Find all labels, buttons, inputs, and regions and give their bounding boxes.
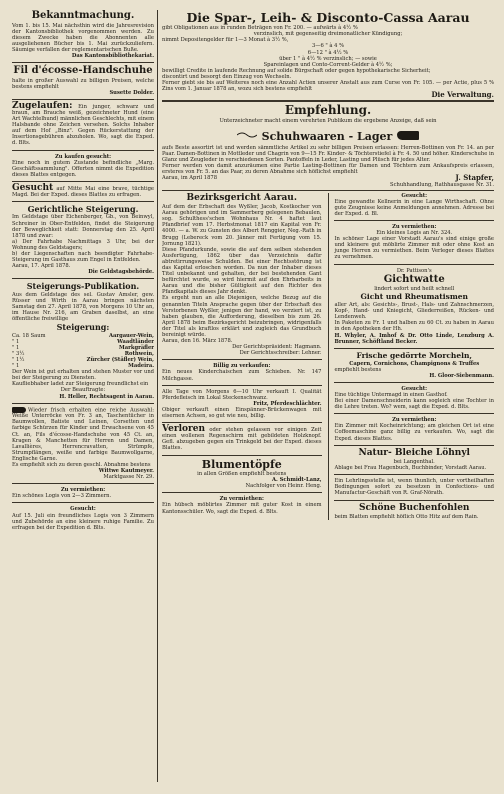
steigerung-item-name: Madeira. bbox=[128, 363, 154, 370]
left-column bbox=[12, 10, 154, 782]
verloren-text: oder stehen gelassen vor einigen Zeit einen wollenen Regenschirm mit gebildeten Holzknopf. Gefl. abzugeben gegen ein Trinkgeld bei der Exped. dieses Blattes. bbox=[162, 427, 322, 452]
gesucht-title: Gesucht: bbox=[401, 192, 428, 199]
steigerung-item-qty: " 1 bbox=[12, 363, 20, 370]
vieh2-text: Obiger verkauft einen Einspänner-Brückenwagen mit eisernen Achsen, so gut wie neu, billig. bbox=[162, 406, 322, 420]
kaufen-title: Zu kaufen gesucht: bbox=[54, 153, 112, 160]
bez-date: Aarau, den 16. März 1878. bbox=[162, 338, 233, 345]
gesucht-text: Eine gewandte Kellnerin in eine Lange Wirthschaft. Ohne gute Zeugnisse keine Anmeldungen annehmen. Adresse bei der Exped. d. Bl. bbox=[334, 198, 494, 217]
morcheln-text2: empfiehlt bestens bbox=[334, 366, 382, 373]
steigerung-foot2: Kaufliebhaber ladet zur Steigerung freundlichst ein bbox=[12, 381, 149, 388]
bank-l4: Spareinlagen und Conto-Corrent-Gelder à 4½ %; bbox=[263, 61, 393, 68]
column-divider bbox=[157, 10, 158, 782]
blumen-title: Blumentöpfe bbox=[201, 457, 282, 471]
buchen-title: Schöne Buchenfohlen bbox=[358, 502, 470, 513]
waren-sign: Wittwe Kautmeyer. bbox=[98, 468, 154, 475]
empfehlung-title: Empfehlung. bbox=[284, 103, 372, 118]
blumen-sign: A. Schmidt-Lanz, bbox=[272, 477, 322, 484]
fil-sign: Susette Dolder. bbox=[109, 89, 154, 96]
gicht-title: Gichtwatte bbox=[383, 273, 445, 285]
steigerung-item-qty: " 3½ bbox=[12, 350, 25, 357]
ges3-text2: Bei einer Damenschneiderin kann sogleich eine Tochter in die Lehre treten. Wo? wem, sagt die Exped. d. Blts. bbox=[334, 398, 494, 411]
schuh-text: aufs Beste assortirt ist und werden sämmtliche Artikel zu sehr billigen Preisen erlassen: Herren-Bottinen von Fr. 14. an per Paar. Damen-Bottinen in Mottleder und Chagrin von 9—15 Fr. Kinder- & Töchterstiefel à Fr. 4. 50 und höher. Kinderschuhe in Glanz und Zeugleder in verschiedenen Sorten. Pantoffeln in Leder, Lasting und Plüsch für jedes Alter. bbox=[162, 144, 494, 164]
steigerung-text: Aus dem Geldstage des sel. Gustav Amsler, gew. Rüsser und Wirth in Aarau bringen nächsten Samstag den 27. April 1878, von Morgens 10 Uhr an, im Hause Nr. 216, am Graben daselbst, an eine öffentliche freiwillige bbox=[12, 291, 154, 323]
bank-rates bbox=[162, 43, 494, 61]
bank-title: Die Spar-, Leih- & Disconto-Cassa Aarau bbox=[186, 10, 470, 25]
gericht-sign: Die Geldstagsbehörde. bbox=[88, 269, 154, 276]
steigerung-foot: Der Wein ist gut erhalten und stehen Muster vor und bei der Steigerung zu Diensten. bbox=[12, 369, 154, 382]
shoe-icon bbox=[397, 131, 419, 140]
steigerung-sign: H. Heller, Rechtsagent in Aarau. bbox=[59, 393, 154, 400]
right-sub-right bbox=[334, 193, 494, 521]
gericht-title: Gerichtliche Steigerung. bbox=[27, 204, 139, 215]
verm3-text: Ein kleines Logis an Nr. 324. bbox=[376, 230, 453, 237]
billig-text: Ein neues Kinderchaischen zum Schieben. Nr. 147 Milchgasse. bbox=[162, 369, 322, 382]
gericht-text: Im Geldstage über Eichenberger, Gb., von Beinwyl, Schreiner in Ober-Entfelden, findet die Steigerung der Beweglichkeit statt: Donnerstag den 25. April 1878 und zwar: bbox=[12, 214, 154, 239]
ornament-bow-icon bbox=[237, 131, 257, 139]
bank-l1: gibt Obligationen aus in runden Beträgen von Fr. 200. — aufwärts à 4½ % bbox=[162, 25, 358, 32]
empfehlung-text: Unterzeichneter macht einem verehrten Publikum die ergebene Anzeige, daß sein bbox=[219, 117, 437, 124]
ges2-text: Auf 15. Juli ein freundliches Logis von 3 Zimmern und Zubehörde an eine kleinere ruhige Familie. Zu erfragen bei der Expedition d. Blts. bbox=[12, 512, 154, 531]
gicht-text: lindert sofort und heilt schnell bbox=[374, 286, 455, 293]
bez-title: Bezirksgericht Aarau. bbox=[186, 192, 297, 203]
fil-title: Fil d'écosse-Handschuhe bbox=[13, 65, 153, 77]
kaufen-text: Eine noch in gutem Zustande befindliche „Marg. Geschäftssammlung". Offerten nimmt die Expedition dieses Blattes entgegen. bbox=[12, 159, 154, 178]
schuh-title: Schuhwaaren - Lager bbox=[261, 129, 393, 143]
gericht-a: a) Der Fahrhabe Nachmittags 3 Uhr, bei der Wohnung des Geldstagers; bbox=[12, 238, 154, 251]
bank-l2: verzinslich, mit gegenseitig dreimonatlicher Kündigung; bbox=[253, 31, 403, 38]
verm1-title: Zu vermiethen: bbox=[60, 487, 106, 494]
steigerung-head: Steigerung: bbox=[56, 322, 110, 333]
bez-text: Auf dem der Erbschaft des Wyßler, Jacob, Kostkocher von Aarau gehörigen und im Sammerberg gelegenen Bebaulen, sog. Schulthess'schen Wohnhaus Nr. 4 haftet laut Pfandbrief vom 17. Herbstmonat 1817 ein Kapital von Fr. 4000. — a. W. zu Gunsten des Albert Renggier, Neg.-Rath in Brugg (Lebereck vom 20. Jänner mit Fertigung vom 15. Jornung 1821). bbox=[162, 204, 322, 247]
schuh-date: Aarau, im April 1878 bbox=[162, 175, 217, 182]
bekanntmachung-title: Bekanntmachung. bbox=[31, 10, 135, 21]
buchen-text: beim Blatten empfiehlt höflich Otto Hitz auf dem Rain. bbox=[334, 514, 479, 520]
bank-l3: nimmt Depositengelder für 1—3 Monat à 3½ %, bbox=[162, 37, 289, 44]
ges3-text: Eine tüchtige Untermagd in einen Gasthof. bbox=[334, 392, 448, 398]
gericht-date: Aarau, 17. April 1878. bbox=[12, 263, 71, 270]
verm2-text: Ein hübsch möblirtes Zimmer mit guter Kost in einem Kantonsschüler. Wo, sagt die Exped. d. Blts. bbox=[162, 502, 322, 515]
morcheln-title: Frische gedörrte Morcheln, bbox=[356, 350, 473, 360]
natur-text: bei Langenthal. bbox=[393, 459, 435, 466]
morcheln-text: Capern, Cornichons, Champignons & Truffes bbox=[349, 360, 480, 367]
bank-l7: Ferner giebt sie bis auf Weiteres noch eine Anzahl Actien unserer Anstalt aus zum Curse von Fr. 105. — per Actie, plus 5 % Zins vom 1. Januar 1878 an, wozu sich bestens empfiehlt bbox=[162, 79, 494, 93]
gicht-h2: Gicht und Rheumatismen bbox=[360, 292, 468, 302]
magd-text: auf Mitte Mai eine brave, tüchtige Magd. Bei der Exped. dieses Blattes zu erfragen. bbox=[12, 185, 154, 198]
pattison-title: Dr. Pattison's bbox=[396, 267, 432, 274]
natur-text2: Ablage bei Frau Hagenbuch, Buchbinder, Vorstadt Aarau. bbox=[334, 465, 487, 472]
vieh-sign: Fritz, Pferdeschlächter. bbox=[253, 400, 322, 407]
steigerung-item-qty: Ca. 18 Saum bbox=[12, 332, 46, 339]
natur-title: Natur- Bleiche Löhnyl bbox=[358, 447, 470, 458]
bank-sign: Die Verwaltung. bbox=[431, 90, 494, 100]
steigerung-item-name: Zürcher (Stäfler) Wein, bbox=[86, 357, 154, 364]
gicht-sign: H. Whyler, A. Imhof & Dr. Otto Linde, Lenzburg A. Brunner, Schöftland Becker. bbox=[334, 332, 494, 345]
bekanntmachung-text: Vom 1. bis 15. Mai nächsthin wird die Jahresrevision der Kantonsbibliothek vorgenommen werden. Zu diesem Zwecke haben die Abonnenten alle ausgeliehenen Bücher bis 1. Mai zurückzuliefern. Säumige verfallen der reglementarischen Buße. bbox=[12, 22, 154, 53]
bank-l6: discontirt und besorgt den Einzug von Wechseln. bbox=[162, 73, 292, 80]
waren-text: Wieder frisch erhalten eine reiche Auswahl: Weiße Unterröcke von Fr. 3 an, Taschentücher in Baumwollen, Batiste und Leinen, Corsetten und farbige Schürzen für Kinder und Erwachsene von 45 Ct. an, Fils d'écosse-Handschuhe von 45 Ct. an, Kragen & Manchetten für Herren und Damen, Lavallières, Herrencravatten, Strümpfe, Strumpflängen, weiße und farbige Baumwollgarne, Englische Garne. bbox=[12, 407, 154, 462]
steigerung-item-qty: " 1½ bbox=[12, 357, 25, 364]
schuh-addr: Schuhhandlung, Rathhausgasse Nr. 31. bbox=[390, 181, 494, 188]
waren-addr: Marktgasse Nr. 29. bbox=[103, 474, 154, 481]
steigerung-item-name: Aargauer-Wein, bbox=[108, 332, 154, 339]
waren-foot: Es empfiehlt sich zu deren geschl. Abnahme bestens bbox=[12, 462, 151, 469]
lehr-text: Ein Lehrlingsstelle ist, wenn thunlich, unter vortheilhaften Bedingungen sofort zu besetzen in Confections- und Manufactur-Geschäft von R. Graf-Nörath. bbox=[334, 478, 494, 497]
bez-sign1: Der Gerichtspräsident: Hagmann. bbox=[232, 344, 322, 351]
steigerung-items bbox=[12, 333, 154, 370]
schuh-text2: Ferner werden von damit anzuräumen eine Partie Lasting-Bottinen für Damen und Töchtern zum Ankaufspreis erlassen, ersteres von Fr. 5. an das Paar, zu deren Abnahme sich höflichst empfiehlt bbox=[162, 163, 494, 176]
verm2-title: Zu vermiethen: bbox=[219, 496, 264, 503]
steigerung-item-name: Waadtländer bbox=[117, 338, 154, 345]
bez-sign2: Der Gerichtsschreiber: Lehner. bbox=[239, 350, 322, 357]
zugelaufen-text: Ein junger, schwarz und braun, am Brauche weiß, gezeichneter Hund (eine Art Wachtelhund) männlichen Geschlechts, mit einem Halsbande ohne Zeichen versehen. Solchs Inhaber auf dem Hof „Binz". Gegen Rückerstattung der Insertionsgebühren abzuholen. Wo, sagt die Exped. d. Blts. bbox=[12, 103, 154, 147]
gericht-b: b) der Liegenschaften nach beendigter Fahrhabe-Steigerung im Gasthaus zum Engel in Entfelden. bbox=[12, 251, 154, 264]
kunst-text: In schöner Lage einer Vorstadt Aarau's sind einige große und kleinere gut möblirte Zimmer mit oder ohne Kost an junge Herren zu vermiethen. Beim Verleger dieses Blattes zu vernehmen. bbox=[334, 236, 494, 261]
fil-text: halte in großer Auswahl zu billigen Preisen, welche bestens empfiehlt bbox=[12, 77, 154, 90]
verloren-title: Verloren bbox=[162, 424, 206, 435]
steigerung-item-name: Rothwein, bbox=[124, 350, 154, 357]
billig-title: Billig zu verkaufen: bbox=[213, 363, 271, 370]
steigerung-auftrag: Der Beauftragte: bbox=[60, 387, 106, 394]
bank-l5: bewilligt Credite in laufende Rechnung auf solide Bürgschaft oder gegen hypothekarische Sicherheit; bbox=[162, 67, 431, 74]
right-sub-left bbox=[162, 193, 322, 521]
gicht-text3: In Paketen zu Fr. 1 und halben zu 60 Ct. zu haben in Aarau in den Apotheken der Hh. bbox=[334, 320, 494, 333]
bank-rate-line: 3—6 " à 4 % bbox=[311, 43, 345, 50]
verm4-title: Zu vermiethen: bbox=[392, 417, 437, 424]
blumen-addr: Nachfolger von Heinr. Heng. bbox=[245, 483, 322, 490]
ges3-title: Gesucht: bbox=[401, 385, 428, 392]
bekanntmachung-sign: Das Kantonsbibliothekariat. bbox=[71, 52, 154, 59]
steigerung-title: Steigerungs-Publikation. bbox=[26, 281, 140, 292]
bank-rate-line: über 1 " à 4½ % verzinslich; — sowie bbox=[279, 55, 377, 62]
bank-rate-line: 6—12 " à 4½ % bbox=[307, 49, 349, 56]
zugelaufen-title: Zugelaufen: bbox=[12, 100, 73, 111]
steigerung-item-qty: " 1 bbox=[12, 344, 20, 351]
bez-text3: Es ergeht nun an alle Diejenigen, welche Bezug auf die genannten Titeln Ansprache gegen über der Erbschaft des Verstorbenen Wyßler, jenigen der hand, wo verziert ist, zu haben glauben, die Aufforderung, dieselben bis zum 26. April 1878 beim Bezirksgericht beizubringen, widrigenfalls der Titel als kraftlos erklärt und zugleich das Grundbuch bereinigt würde. bbox=[162, 295, 322, 338]
steigerung-item-qty: " 1 bbox=[12, 338, 20, 345]
verm4-text: Ein Zimmer mit Kocheinrichtung; am gleichen Ort ist eine Coffeemaschine ganz billig zu verkaufen. Wo, sagt die Exped. dieses Blattes. bbox=[334, 423, 494, 442]
verm3-title: Zu vermiethen: bbox=[392, 223, 437, 230]
pointing-hand-icon bbox=[12, 407, 26, 413]
right-column bbox=[162, 10, 494, 782]
gicht-text2: aller Art, als: Gesichts-, Brust-, Hals- und Zahnschmerzen, Kopf-, Hand- und Kniegicht, Gliederreißen, Rücken- und Lendenweh. bbox=[334, 302, 494, 321]
steigerung-item-name: Markgräfler bbox=[119, 344, 154, 351]
verm1-text: Ein schönes Logis von 2—3 Zimmern. bbox=[12, 493, 112, 500]
vieh-text: Alle Tage von Morgens 6—10 Uhr verkauft I. Qualität Pferdefleisch im Lokal Steckenschwanz. bbox=[162, 388, 322, 401]
ges2-title: Gesucht: bbox=[70, 506, 96, 513]
morcheln-sign: H. Gloor-Siebenmann. bbox=[429, 372, 494, 379]
newspaper-page bbox=[12, 10, 494, 782]
magd-title: Gesucht bbox=[12, 182, 54, 193]
blumen-text: in allen Größen empfiehlt bestens bbox=[197, 471, 287, 478]
schuh-sign: J. Stapfer, bbox=[455, 173, 494, 183]
bez-text2: Diese Pfandurkunde, sowie die auf dem selben stehenden Ausfertigung, 1862 über das Verzeichnis dafür abtretirrungsweise Schulden. Bei einer Rechtsstörung ist das Kapital erloschen worden. Da nun der Inhaber dieses Titel unbekannt und gehalten, der bei bestehenden Gant befürchtet wurde, so wird hiermit auf den Ehrbarbeits in Aarau und die bisher Gültigkeit auf den Richter des Pfandkapitals dieses Jahr denkt. bbox=[162, 246, 322, 296]
inner-divider bbox=[328, 193, 329, 521]
